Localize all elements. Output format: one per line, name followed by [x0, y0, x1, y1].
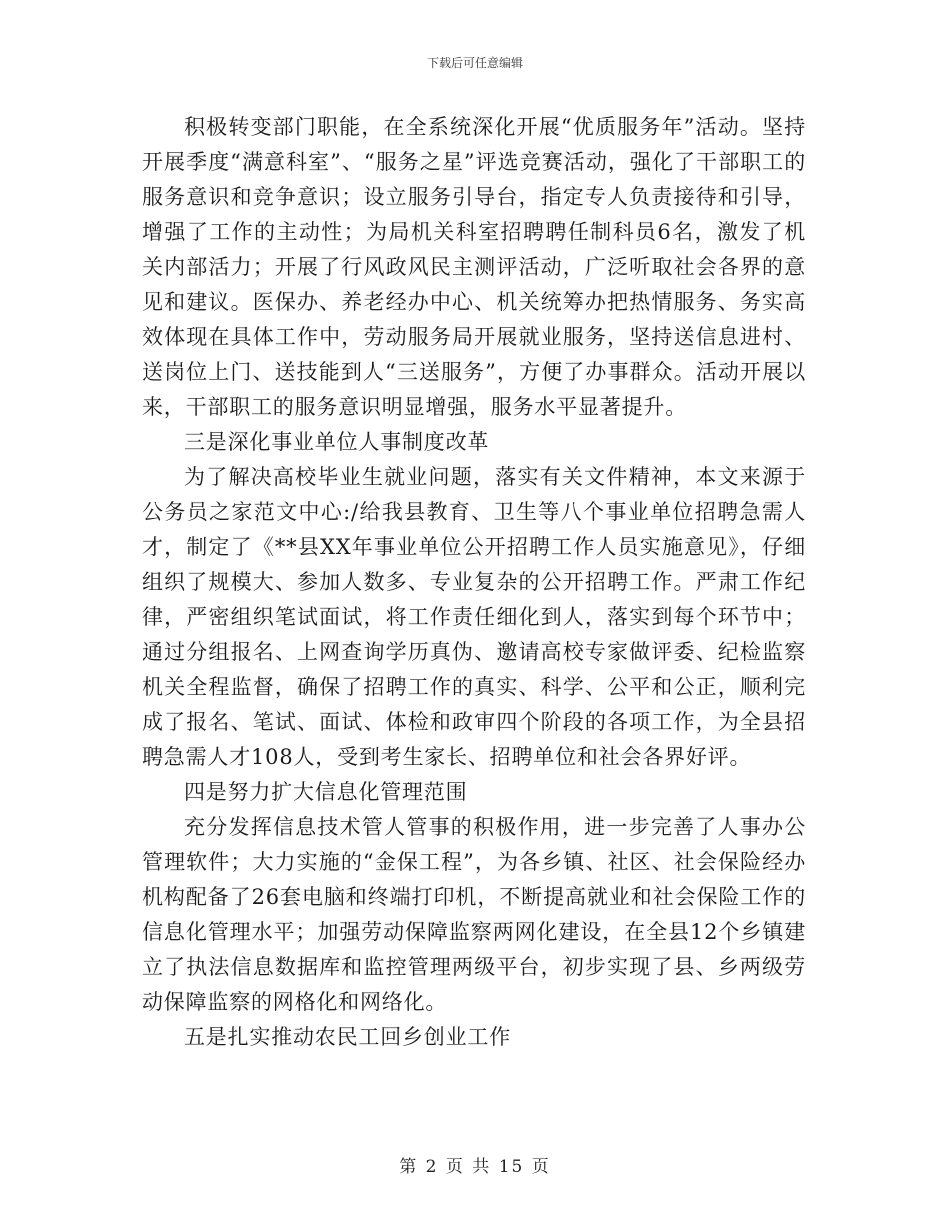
paragraph-informatization: 充分发挥信息技术管人管事的积极作用，进一步完善了人事办公管理软件；大力实施的“金保工程”，为各乡镇、社区、社会保险经办机构配备了26套电脑和终端打印机，不断提高就业和社会保险工作的信息化管理水平；加强劳动保障监察两网化建设，在全县12个乡镇建立了执法信息数据库和监控管理两级平台，初步实现了县、乡两级劳动保障监察的网格化和网络化。	[142, 815, 806, 1014]
document-body	[142, 110, 806, 1055]
page-header-note: 下载后可任意编辑	[426, 56, 523, 70]
section-heading-4: 四是努力扩大信息化管理范围	[184, 780, 468, 804]
page-number: 第 2 页 共 15 页	[399, 1157, 551, 1177]
paragraph-recruitment: 为了解决高校毕业生就业问题，落实有关文件精神，本文来源于公务员之家范文中心:/给我县教育、卫生等八个事业单位招聘急需人才，制定了《**县XX年事业单位公开招聘工作人员实施意见》，仔细组织了规模大、参加人数多、专业复杂的公开招聘工作。严肃工作纪律，严密组织笔试面试，将工作责任细化到人，落实到每个环节中；通过分组报名、上网查询学历真伪、邀请高校专家做评委、纪检监察机关全程监督，确保了招聘工作的真实、科学、公平和公正，顺利完成了报名、笔试、面试、体检和政审四个阶段的各项工作，为全县招聘急需人才108人，受到考生家长、招聘单位和社会各界好评。	[142, 465, 806, 769]
paragraph-service-year: 积极转变部门职能，在全系统深化开展“优质服务年”活动。坚持开展季度“满意科室”、“服务之星”评选竞赛活动，强化了干部职工的服务意识和竞争意识；设立服务引导台，指定专人负责接待和引导，增强了工作的主动性；为局机关科室招聘聘任制科员6名，激发了机关内部活力；开展了行风政风民主测评活动，广泛听取社会各界的意见和建议。医保办、养老经办中心、机关统筹办把热情服务、务实高效体现在具体工作中，劳动服务局开展就业服务，坚持送信息进村、送岗位上门、送技能到人“三送服务”，方便了办事群众。活动开展以来，干部职工的服务意识明显增强，服务水平显著提升。	[142, 115, 806, 419]
section-heading-5: 五是扎实推动农民工回乡创业工作	[184, 1025, 511, 1049]
section-heading-3: 三是深化事业单位人事制度改革	[184, 430, 490, 454]
